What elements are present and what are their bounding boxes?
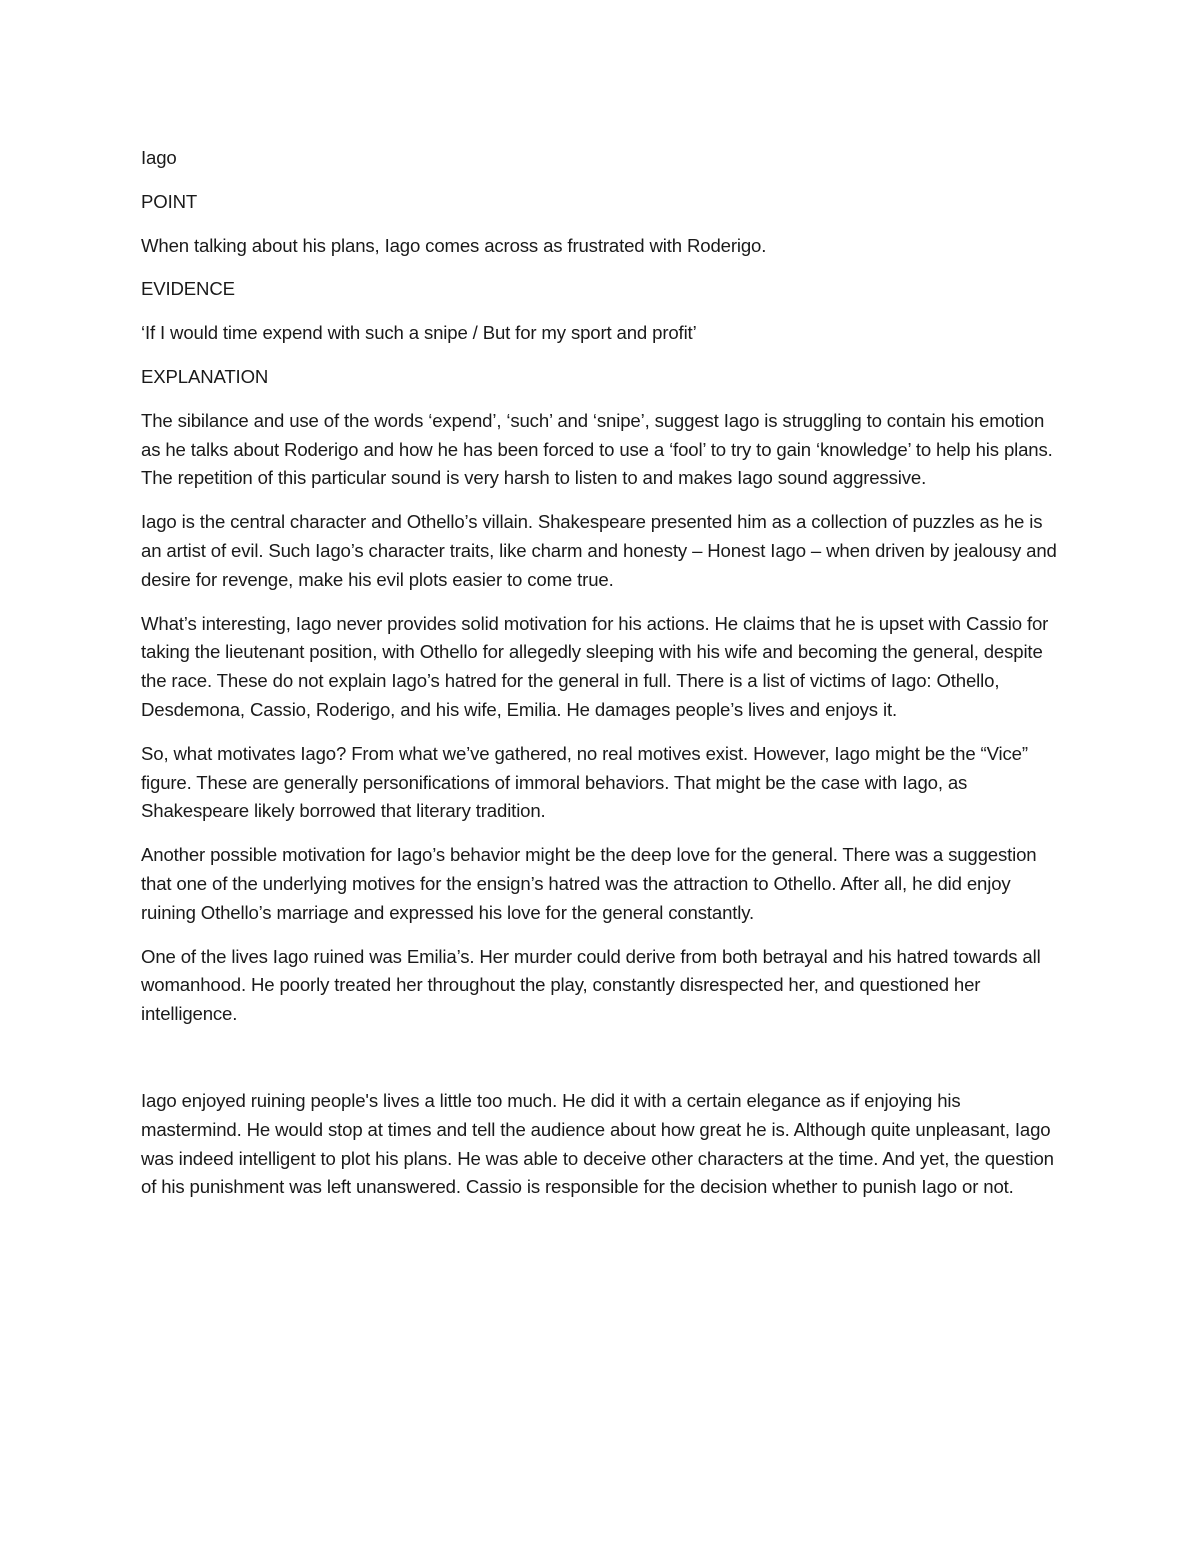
point-heading: POINT — [141, 190, 198, 212]
evidence-quote: ‘If I would time expend with such a snipe / But for my sport and profit’ — [141, 322, 697, 344]
paragraph-vice-figure: So, what motivates Iago? From what we’ve gathered, no real motives exist. However, Iago might be the “Vice” figure. These are generally personifications of immoral behaviors. That might be the case with Iago, as Shakespeare likely borrowed that literary tradition. — [141, 742, 1028, 822]
document-body — [141, 144, 1061, 1217]
paragraph-motivation: What’s interesting, Iago never provides solid motivation for his actions. He claims that he is upset with Cassio for taking the lieutenant position, with Othello for allegedly sleeping with his wife and becoming the general, despite the race. These do not explain Iago’s hatred for the general in full. There is a list of victims of Iago: Othello, Desdemona, Cassio, Roderigo, and his wife, Emilia. He damages people’s lives and enjoys it. — [141, 612, 1049, 720]
point-text: When talking about his plans, Iago comes across as frustrated with Roderigo. — [141, 234, 767, 256]
paragraph-love-for-general: Another possible motivation for Iago’s behavior might be the deep love for the general. There was a suggestion that one of the underlying motives for the ensign’s hatred was the attraction to Othello. After all, he did enjoy ruining Othello’s marriage and expressed his love for the general constantly. — [141, 844, 1037, 923]
paragraph-sibilance: The sibilance and use of the words ‘expend’, ‘such’ and ‘snipe’, suggest Iago is struggling to contain his emotion as he talks about Roderigo and how he has been forced to use a ‘fool’ to try to gain ‘knowledge’ to help his plans. The repetition of this particular sound is very harsh to listen to and makes Iago sound aggressive. — [141, 409, 1053, 489]
document-title: Iago — [141, 147, 177, 168]
paragraph-conclusion: Iago enjoyed ruining people's lives a little too much. He did it with a certain elegance as if enjoying his mastermind. He would stop at times and tell the audience about how great he is. Although quite unpleasant, Iago was indeed intelligent to plot his plans. He was able to deceive other characters at the time. And yet, the question of his punishment was left unanswered. Cassio is responsible for the decision whether to punish Iago or not. — [141, 1089, 1054, 1198]
evidence-heading: EVIDENCE — [141, 278, 235, 300]
paragraph-emilia: One of the lives Iago ruined was Emilia’s. Her murder could derive from both betrayal and his hatred towards all womanhood. He poorly treated her throughout the play, constantly disrespected her, and questioned her intelligence. — [141, 945, 1041, 1025]
explanation-heading: EXPLANATION — [141, 365, 269, 387]
paragraph-central-character: Iago is the central character and Othello’s villain. Shakespeare presented him as a collection of puzzles as he is an artist of evil. Such Iago’s character traits, like charm and honesty – Honest Iago – when driven by jealousy and desire for revenge, make his evil plots easier to come true. — [141, 511, 1057, 590]
